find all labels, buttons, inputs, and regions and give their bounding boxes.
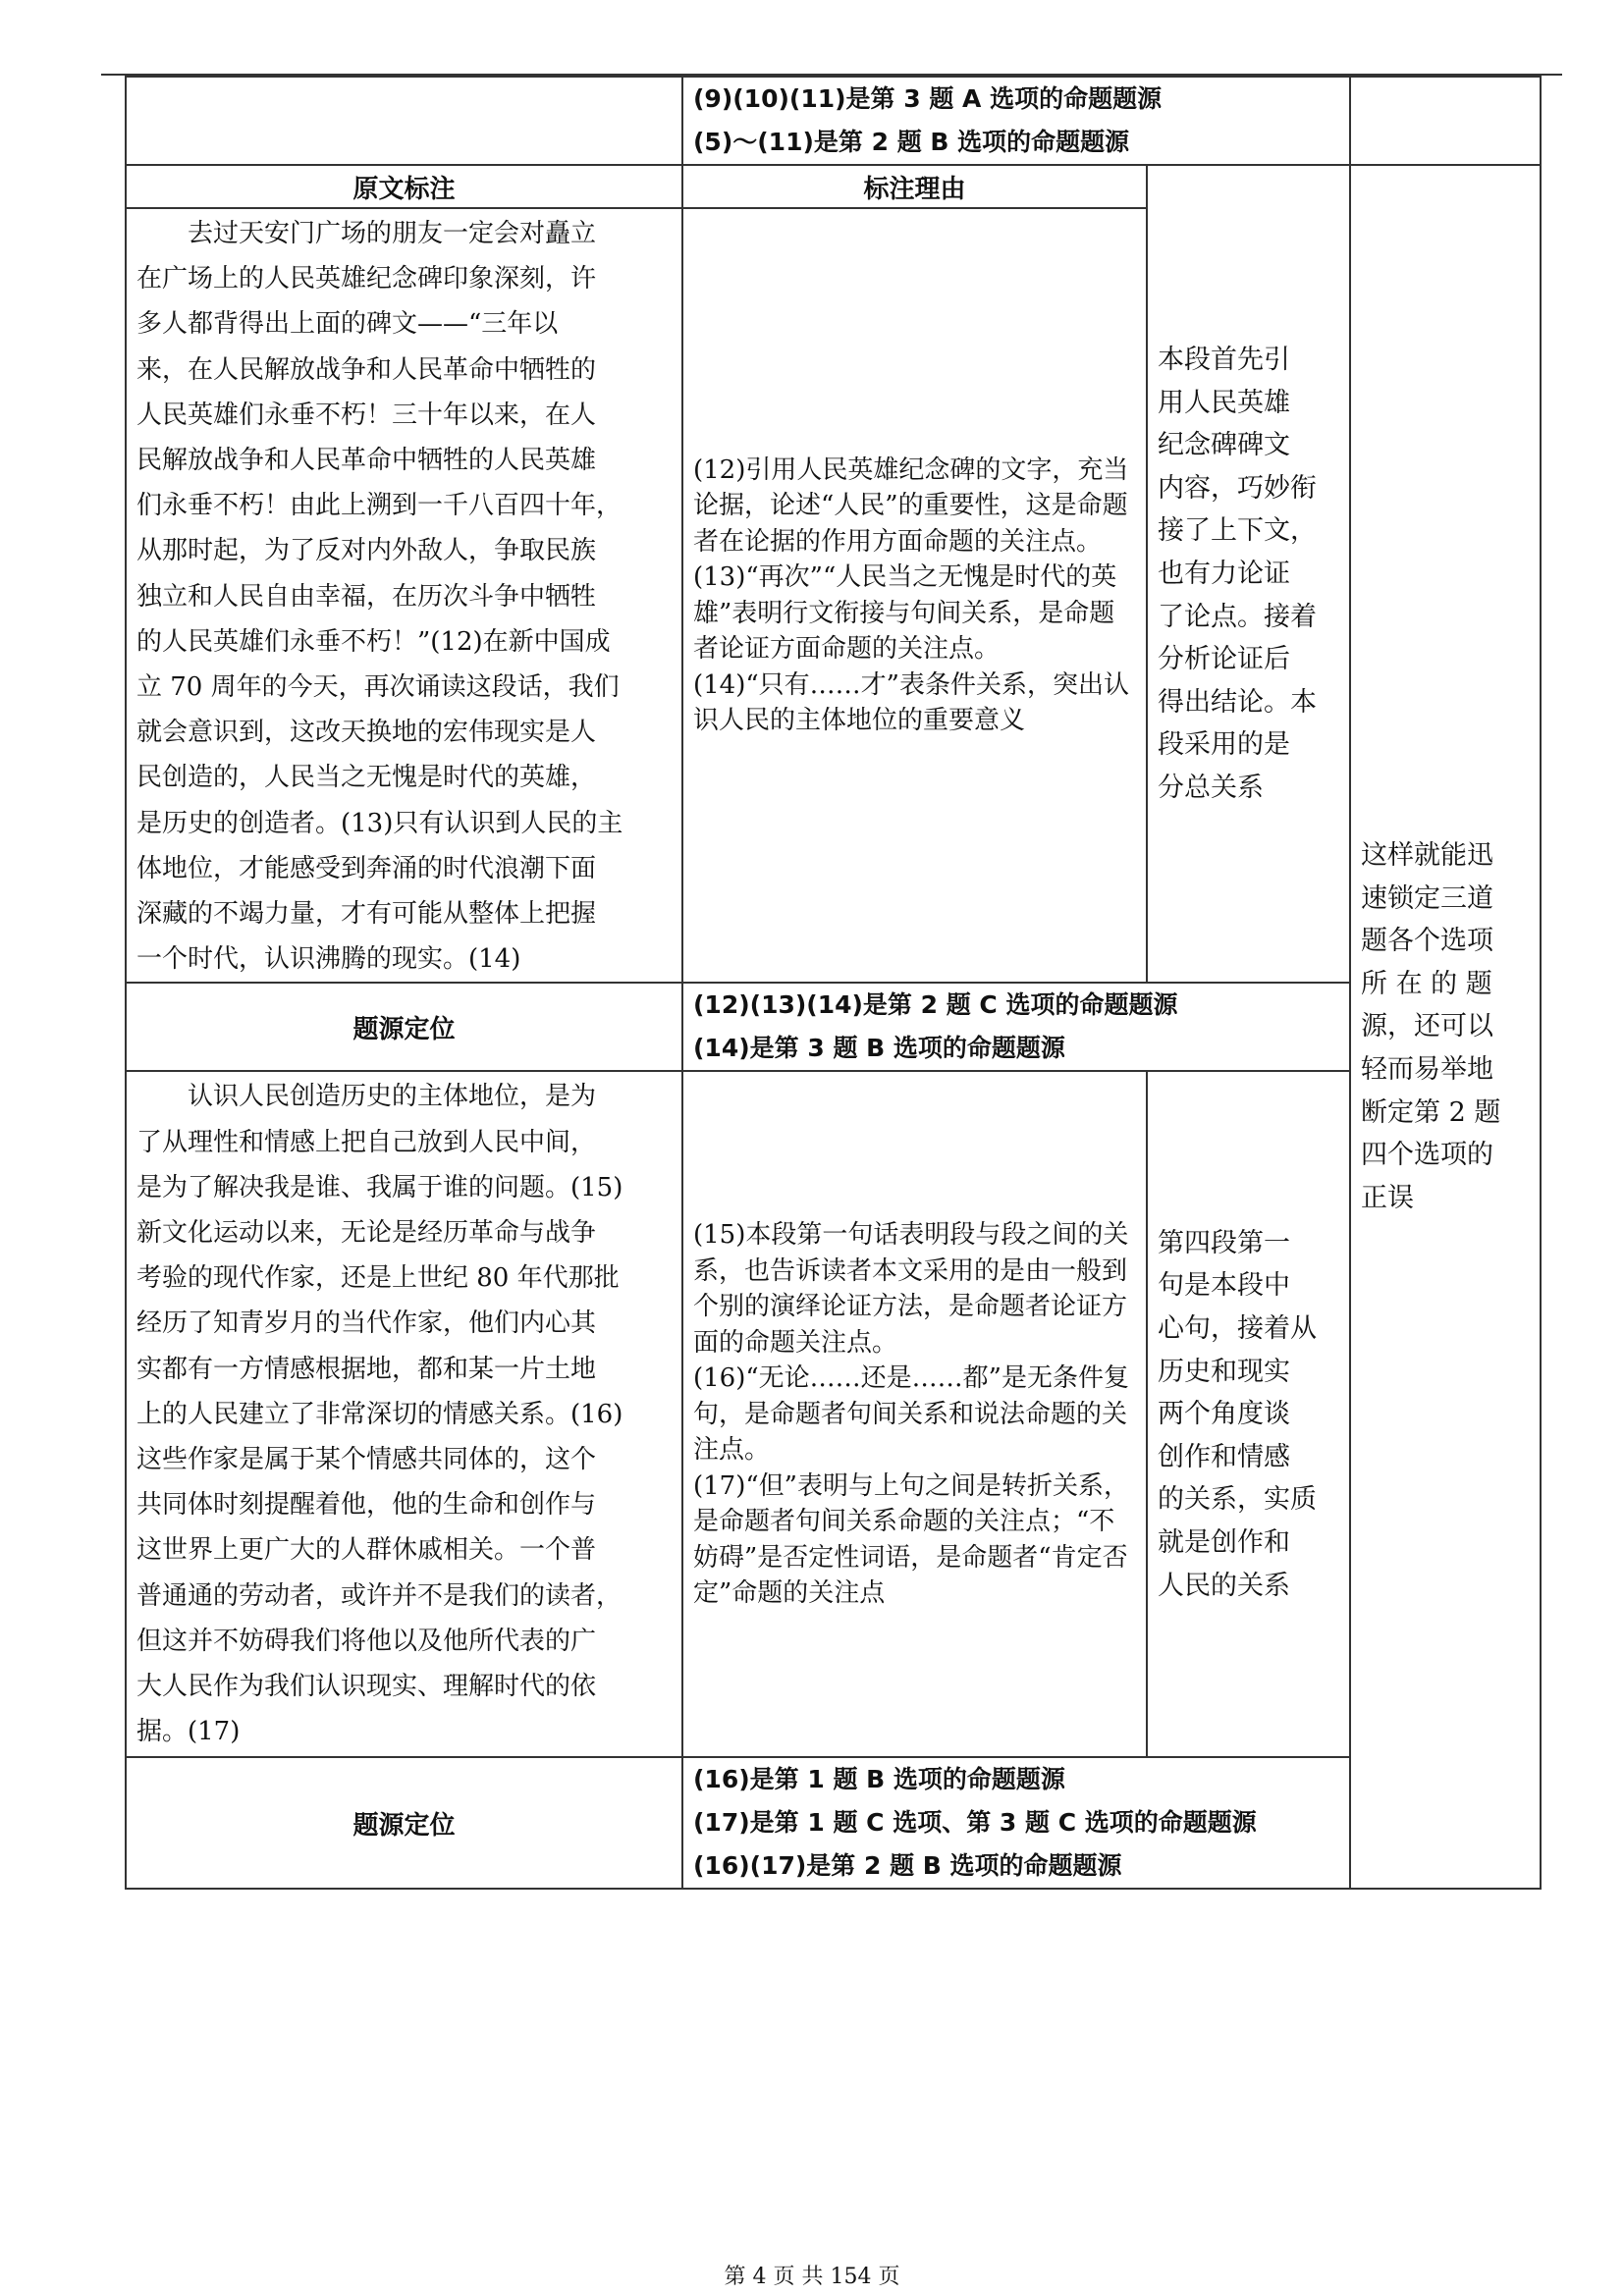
summary-cell [1350, 165, 1541, 1889]
section2-location-label: 题源定位 [126, 1757, 682, 1889]
original-line: 的人民英雄们永垂不朽！”(12)在新中国成 [136, 626, 611, 657]
location-line: (16)是第 1 题 B 选项的命题题源 [693, 1765, 1065, 1794]
structure-line: 段采用的是 [1158, 729, 1290, 761]
original-line: 立 70 周年的今天，再次诵读这段话，我们 [136, 672, 620, 703]
original-line: 从那时起，为了反对内外敌人，争取民族 [136, 536, 597, 566]
structure-line: 历史和现实 [1158, 1356, 1290, 1387]
top-location-row [126, 77, 1541, 165]
structure-line: 本段首先引 [1158, 344, 1290, 375]
structure-line: 就是创作和 [1158, 1526, 1290, 1558]
original-line: 体地位，才能感受到奔涌的时代浪潮下面 [136, 853, 597, 883]
location-line: (17)是第 1 题 C 选项、第 3 题 C 选项的命题题源 [693, 1808, 1257, 1838]
original-line: 新文化运动以来，无论是经历革命与战争 [136, 1218, 597, 1249]
original-line: 就会意识到，这改天换地的宏伟现实是人 [136, 718, 597, 748]
section2-reason-cell [682, 1071, 1147, 1757]
top-right-empty-cell [1350, 77, 1541, 165]
structure-line: 人民的关系 [1158, 1570, 1290, 1601]
structure-line: 两个角度谈 [1158, 1399, 1290, 1430]
section1-location-cell [682, 983, 1350, 1071]
original-line: 据。(17) [136, 1717, 241, 1747]
section2-row [126, 1071, 1541, 1757]
original-line: 来，在人民解放战争和人民革命中牺牲的 [136, 354, 597, 385]
reason-paragraph: (17)“但”表明与上句之间是转折关系，是命题者句间关系命题的关注点；“不妨碍”是否定性词语，是命题者“肯定否定”命题的关注点 [693, 1470, 1129, 1609]
original-line: 经历了知青岁月的当代作家，他们内心其 [136, 1308, 597, 1339]
structure-line: 用人民英雄 [1158, 387, 1290, 418]
original-line: 民解放战争和人民革命中牺牲的人民英雄 [136, 446, 597, 476]
original-line: 多人都背得出上面的碑文——“三年以 [136, 309, 559, 340]
original-line: 这世界上更广大的人群休戚相关。一个普 [136, 1535, 597, 1566]
structure-line: 了论点。接着 [1158, 601, 1317, 632]
summary-line: 正误 [1361, 1182, 1414, 1213]
structure-line: 第四段第一 [1158, 1227, 1290, 1258]
section2-location-cell [682, 1757, 1350, 1889]
section2-location-row [126, 1757, 1541, 1889]
reason-paragraph: (16)“无论……还是……都”是无条件复句，是命题者句间关系和说法命题的关注点。 [693, 1363, 1129, 1466]
original-line: 是为了解决我是谁、我属于谁的问题。(15) [136, 1172, 623, 1202]
structure-line: 创作和情感 [1158, 1441, 1290, 1472]
section1-location-label: 题源定位 [126, 983, 682, 1071]
section1-original-cell [126, 208, 682, 983]
structure-line: 分总关系 [1158, 772, 1264, 803]
original-line: 深藏的不竭力量，才有可能从整体上把握 [136, 899, 597, 930]
original-header: 原文标注 [126, 165, 682, 208]
summary-line: 源，还可以 [1361, 1011, 1493, 1042]
original-line: 认识人民创造历史的主体地位，是为 [136, 1082, 597, 1112]
top-location-line: (9)(10)(11)是第 3 题 A 选项的命题题源 [693, 84, 1163, 113]
original-line: 了从理性和情感上把自己放到人民中间， [136, 1127, 597, 1157]
original-line: 这些作家是属于某个情感共同体的，这个 [136, 1445, 597, 1475]
top-empty-cell [126, 77, 682, 165]
page-footer: 第 4 页 共 154 页 [724, 2265, 900, 2289]
original-line: 是历史的创造者。(13)只有认识到人民的主 [136, 808, 623, 838]
structure-cell-2 [1147, 1071, 1350, 1757]
reason-paragraph: (13)“再次”“人民当之无愧是时代的英雄”表明行文衔接与句间关系，是命题者论证方面命题的关注点。 [693, 562, 1117, 665]
structure-cell-1 [1147, 165, 1350, 983]
structure-line: 句是本段中 [1158, 1270, 1290, 1302]
original-line: 一个时代，认识沸腾的现实。(14) [136, 944, 521, 975]
reason-paragraph: (14)“只有……才”表条件关系，突出认识人民的主体地位的重要意义 [693, 669, 1129, 736]
header-row [126, 165, 1541, 208]
structure-line: 分析论证后 [1158, 644, 1290, 675]
summary-line: 轻而易举地 [1361, 1054, 1493, 1086]
top-location-cell [682, 77, 1350, 165]
structure-line: 的关系，实质 [1158, 1484, 1317, 1516]
original-line: 们永垂不朽！由此上溯到一千八百四十年， [136, 491, 623, 521]
location-line: (14)是第 3 题 B 选项的命题题源 [693, 1034, 1065, 1063]
original-line: 上的人民建立了非常深切的情感关系。(16) [136, 1399, 623, 1429]
original-line: 在广场上的人民英雄纪念碑印象深刻，许 [136, 264, 597, 294]
location-line: (16)(17)是第 2 题 B 选项的命题题源 [693, 1851, 1122, 1881]
reason-header: 标注理由 [682, 165, 1147, 208]
section1-location-row [126, 983, 1541, 1071]
original-line: 普通通的劳动者，或许并不是我们的读者， [136, 1580, 623, 1611]
structure-line: 也有力论证 [1158, 558, 1290, 589]
summary-line: 断定第 2 题 [1361, 1096, 1501, 1128]
top-location-line: (5)～(11)是第 2 题 B 选项的命题题源 [693, 128, 1130, 156]
original-line: 共同体时刻提醒着他，他的生命和创作与 [136, 1490, 597, 1521]
structure-line: 纪念碑碑文 [1158, 430, 1290, 461]
reason-paragraph: (15)本段第一句话表明段与段之间的关系，也告诉读者本文采用的是由一般到个别的演绎论证方法，是命题者论证方面的命题关注点。 [693, 1220, 1129, 1358]
original-line: 大人民作为我们认识现实、理解时代的依 [136, 1672, 597, 1702]
structure-line: 接了上下文， [1158, 515, 1317, 547]
structure-line: 心句，接着从 [1158, 1312, 1317, 1344]
structure-line: 得出结论。本 [1158, 686, 1317, 718]
original-line: 独立和人民自由幸福，在历次斗争中牺牲 [136, 581, 597, 612]
summary-line: 四个选项的 [1361, 1140, 1493, 1171]
original-line: 实都有一方情感根据地，都和某一片土地 [136, 1354, 597, 1384]
summary-line: 所 在 的 题 [1361, 968, 1492, 999]
original-line: 但这并不妨碍我们将他以及他所代表的广 [136, 1626, 597, 1656]
original-line: 去过天安门广场的朋友一定会对矗立 [136, 219, 597, 248]
analysis-table [125, 76, 1542, 1890]
original-line: 民创造的，人民当之无愧是时代的英雄， [136, 763, 597, 793]
reason-paragraph: (12)引用人民英雄纪念碑的文字，充当论据，论述“人民”的重要性，这是命题者在论据的作用方面命题的关注点。 [693, 454, 1129, 557]
summary-line: 速锁定三道 [1361, 882, 1493, 914]
section2-original-cell [126, 1071, 682, 1757]
section1-reason-cell [682, 208, 1147, 983]
original-line: 人民英雄们永垂不朽！三十年以来，在人 [136, 400, 597, 430]
structure-line: 内容，巧妙衔 [1158, 472, 1317, 504]
summary-line: 这样就能迅 [1361, 840, 1493, 872]
original-line: 考验的现代作家，还是上世纪 80 年代那批 [136, 1263, 620, 1294]
summary-line: 题各个选项 [1361, 926, 1493, 957]
location-line: (12)(13)(14)是第 2 题 C 选项的命题题源 [693, 990, 1178, 1020]
